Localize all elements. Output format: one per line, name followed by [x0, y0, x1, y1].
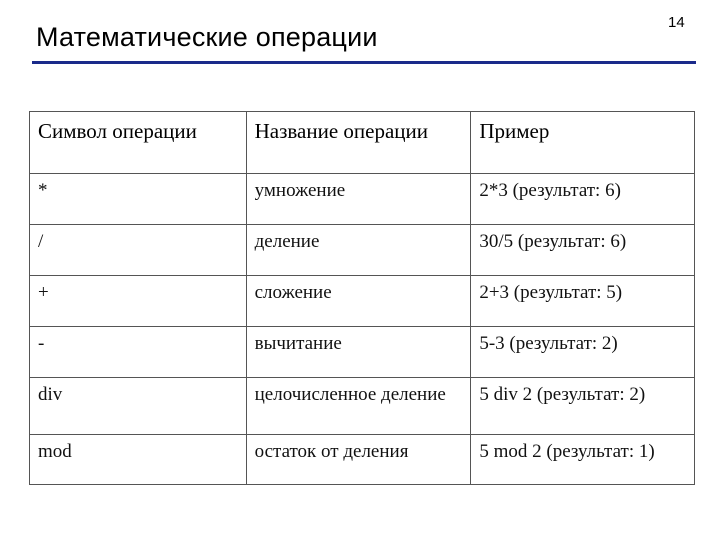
cell-symbol: *: [30, 174, 247, 225]
title-underline: [32, 61, 696, 64]
table-row: [30, 225, 695, 276]
slide-title: Математические операции: [36, 22, 378, 52]
cell-example: 5 div 2 (результат: 2): [471, 378, 695, 435]
header-symbol: Символ операции: [30, 112, 247, 174]
cell-example: 2*3 (результат: 6): [471, 174, 695, 225]
table-row: [30, 174, 695, 225]
cell-name: остаток от деления: [246, 435, 471, 485]
cell-symbol: div: [30, 378, 247, 435]
header-name: Название операции: [246, 112, 471, 174]
cell-name: умножение: [246, 174, 471, 225]
table-row: [30, 435, 695, 485]
cell-name: деление: [246, 225, 471, 276]
table-header-row: [30, 112, 695, 174]
header-example: Пример: [471, 112, 695, 174]
cell-symbol: /: [30, 225, 247, 276]
cell-name: целочисленное деление: [246, 378, 471, 435]
table-row: [30, 327, 695, 378]
cell-example: 30/5 (результат: 6): [471, 225, 695, 276]
operations-table: [29, 111, 695, 485]
table-row: [30, 276, 695, 327]
cell-symbol: mod: [30, 435, 247, 485]
table-row: [30, 378, 695, 435]
cell-symbol: +: [30, 276, 247, 327]
cell-name: сложение: [246, 276, 471, 327]
cell-name: вычитание: [246, 327, 471, 378]
cell-example: 5 mod 2 (результат: 1): [471, 435, 695, 485]
page-number: 14: [668, 14, 685, 31]
cell-symbol: -: [30, 327, 247, 378]
cell-example: 5-3 (результат: 2): [471, 327, 695, 378]
cell-example: 2+3 (результат: 5): [471, 276, 695, 327]
